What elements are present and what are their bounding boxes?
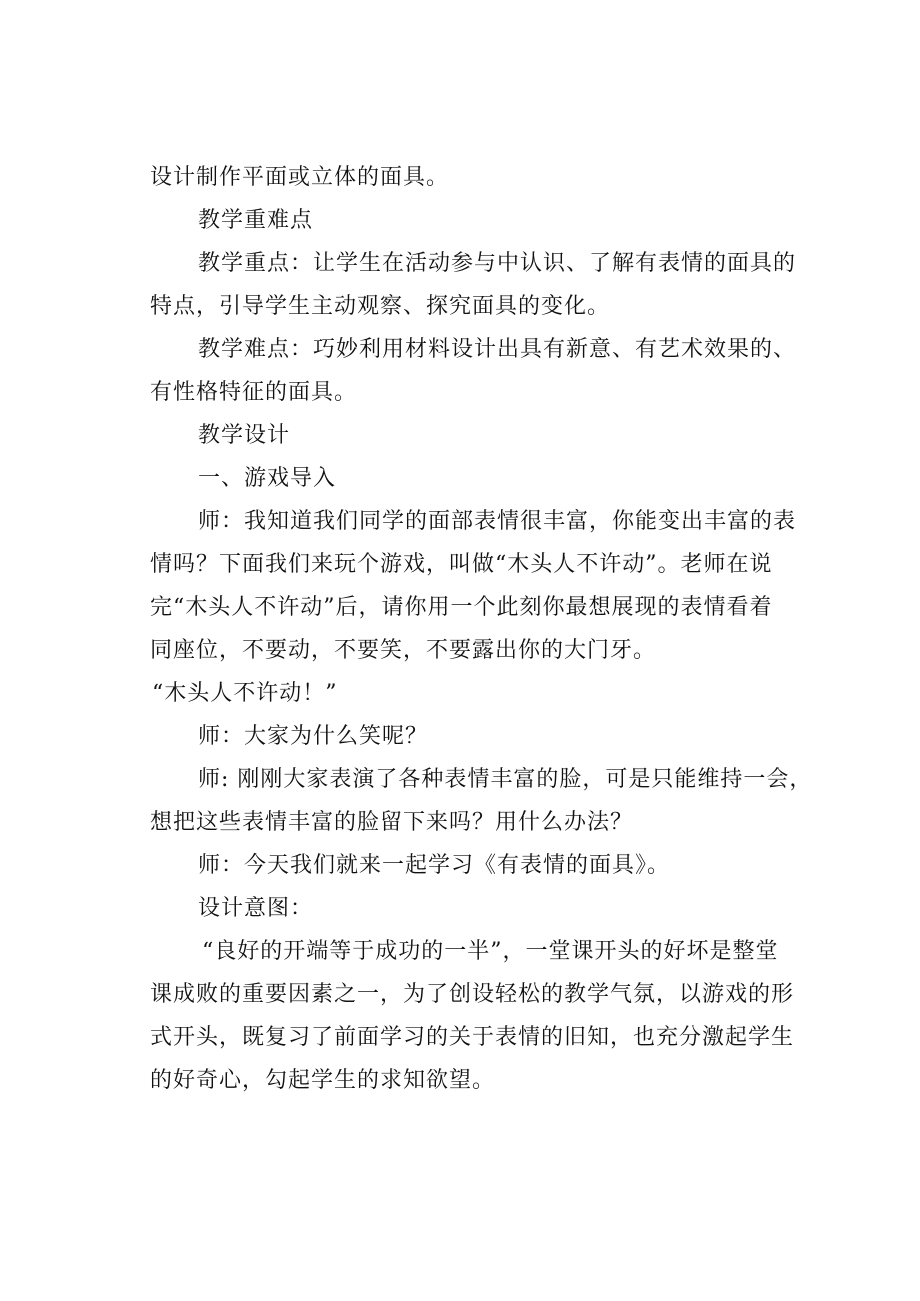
text-line-teacher-3-cont: 想把这些表情丰富的脸留下来吗？用什么办法？ [150, 810, 634, 835]
text-line-intent-1: “良好的开端等于成功的一半”，一堂课开头的好坏是整堂 [202, 939, 779, 964]
section-heading-design: 教学设计 [198, 423, 291, 448]
text-line-key-point-cont: 特点，引导学生主动观察、探究面具的变化。 [150, 294, 611, 319]
text-line-teacher-1-cont-c: 同座位，不要动，不要笑，不要露出你的大门牙。 [150, 638, 657, 663]
text-line-1: 设计制作平面或立体的面具。 [150, 165, 450, 190]
text-line-teacher-1: 师：我知道我们同学的面部表情很丰富，你能变出丰富的表 [198, 509, 797, 534]
text-line-intent-4: 的好奇心，勾起学生的求知欲望。 [150, 1068, 496, 1093]
text-line-teacher-4: 师：今天我们就来一起学习《有表情的面具》。 [198, 853, 671, 878]
text-line-intent-3: 式开头，既复习了前面学习的关于表情的旧知，也充分激起学生 [150, 1025, 795, 1050]
text-line-teacher-2: 师：大家为什么笑呢？ [198, 724, 429, 749]
text-line-quote: “木头人不许动！” [152, 681, 338, 706]
section-heading-key-points: 教学重难点 [198, 208, 314, 233]
text-line-teacher-1-cont-a: 情吗？下面我们来玩个游戏，叫做“木头人不许动”。老师在说 [150, 552, 773, 577]
text-line-key-point: 教学重点：让学生在活动参与中认识、了解有表情的面具的 [198, 251, 797, 276]
section-heading-game-intro: 一、游戏导入 [198, 466, 337, 491]
text-line-difficulty-cont: 有性格特征的面具。 [150, 380, 358, 405]
text-line-teacher-3: 师: 刚刚大家表演了各种表情丰富的脸，可是只能维持一会， [198, 767, 813, 792]
section-heading-design-intent: 设计意图： [198, 896, 314, 921]
text-line-teacher-1-cont-b: 完“木头人不许动”后，请你用一个此刻你最想展现的表情看着 [150, 595, 773, 620]
text-line-intent-2: 课成败的重要因素之一，为了创设轻松的教学气氛，以游戏的形 [150, 982, 795, 1007]
text-line-difficulty: 教学难点：巧妙利用材料设计出具有新意、有艺术效果的、 [198, 337, 797, 362]
